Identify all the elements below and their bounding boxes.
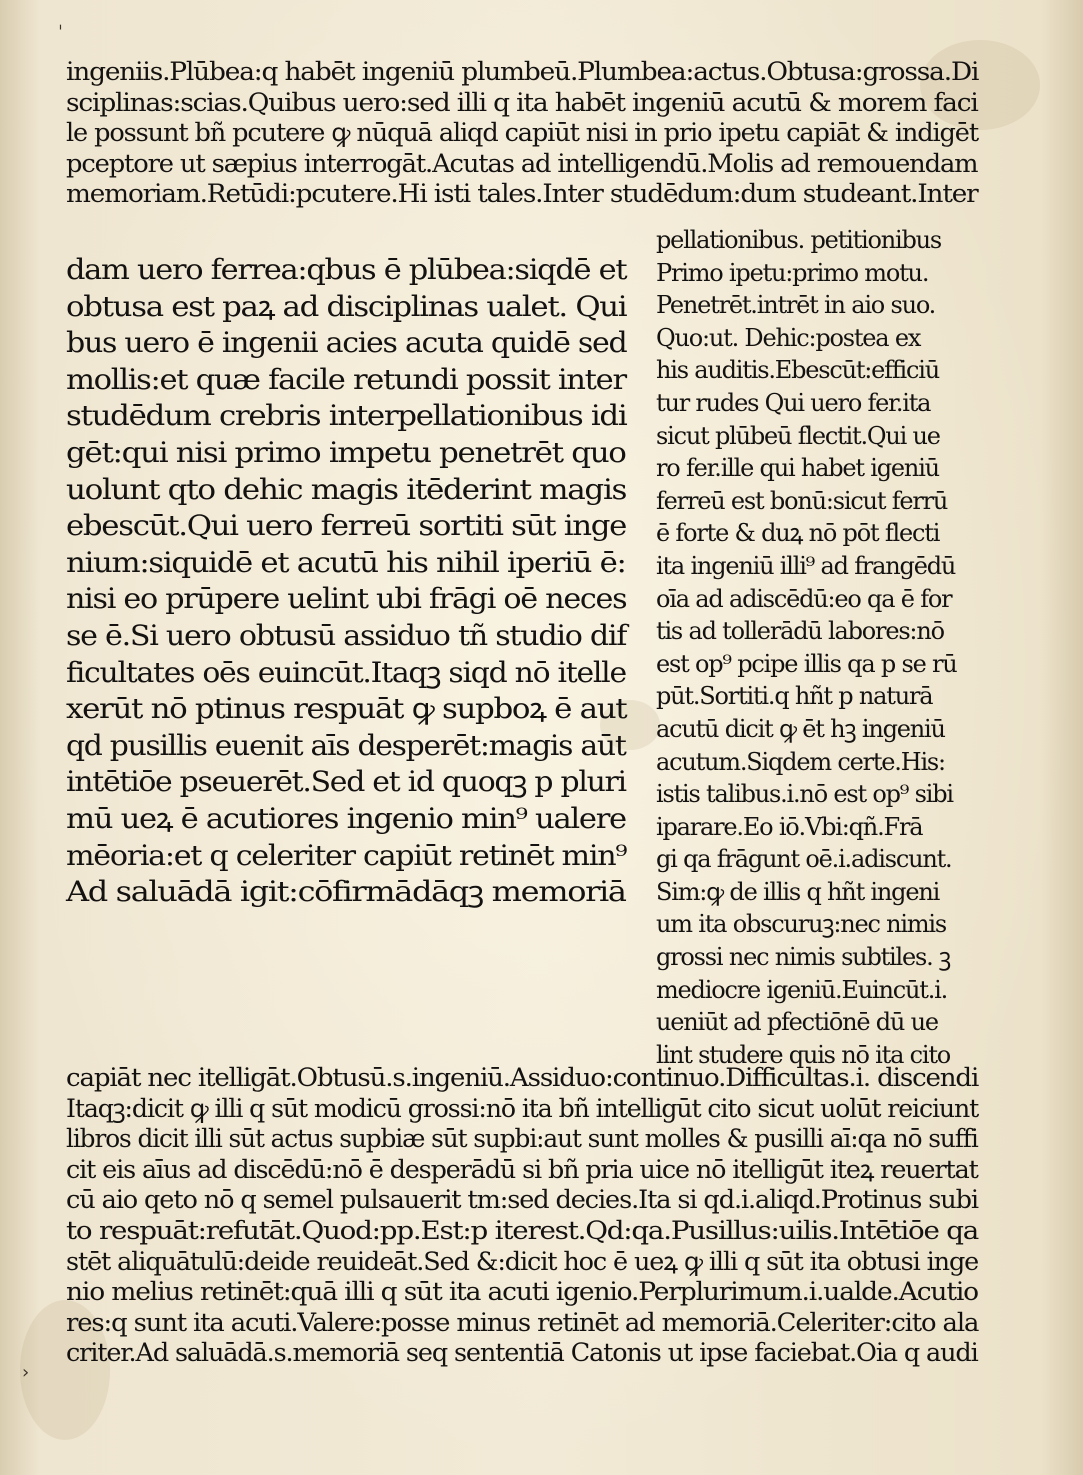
- side-gloss-line: pūt.Sortiti.q hñt p naturā: [656, 682, 933, 711]
- top-gloss-block: [66, 57, 981, 210]
- main-text-line: ficultates oēs euincūt.Itaqꝫ siqd nō itelle: [66, 655, 626, 689]
- side-gloss-line: ē forte & duꝝ nō pōt flecti: [656, 519, 940, 548]
- main-text-line: qd pusillis euenit aīs desperēt:magis aūt: [66, 728, 626, 762]
- side-gloss-line: ueniūt ad pfectiōnē dū ue: [656, 1008, 938, 1037]
- side-gloss-line: his auditis.Ebescūt:efficiū: [656, 356, 939, 385]
- gloss-line: sciplinas:scias.Quibus uero:sed illi q ita habēt ingeniū acutū & morem faci: [66, 87, 978, 117]
- main-text-line: mēoria:et q celeriter capiūt retinēt min⁹: [66, 838, 627, 872]
- main-text-line: Ad saluādā igit:cōfirmādāqꝫ memoriā: [66, 875, 626, 909]
- side-gloss-line: mediocre igeniū.Euincūt.i.: [656, 975, 948, 1004]
- side-gloss-line: oīa ad adiscēdū:eo qa ē for: [656, 584, 952, 613]
- gloss-line: libros dicit illi sūt actus supbiæ sūt supbi:aut sunt molles & pusilli aī:qa nō suffi: [66, 1124, 978, 1154]
- main-text-line: nium:siquidē et acutū his nihil iperiū ē:: [66, 545, 626, 579]
- side-gloss-line: tur rudes Qui uero fer.ita: [656, 388, 931, 417]
- main-text-line: mollis:et quæ facile retundi possit inter: [66, 362, 626, 396]
- margin-mark: ˈ: [58, 22, 63, 43]
- side-gloss-line: tis ad tollerādū labores:nō: [656, 617, 944, 646]
- main-text-line: bus uero ē ingenii acies acuta quidē sed: [66, 326, 627, 360]
- gloss-line: to respuāt:refutāt.Quod:pp.Est:p iterest.Qd:qa.Pusillus:uilis.Intētiōe qa: [66, 1215, 979, 1245]
- main-text-line: uolunt qto dehic magis itēderint magis: [66, 472, 627, 506]
- main-text-line: gēt:qui nisi primo impetu penetrēt quo: [66, 435, 626, 469]
- gloss-line: stēt aliquātulū:deide reuideāt.Sed &:dicit hoc ē ueꝝ ꝙ illi q sūt ita obtusi inge: [66, 1246, 979, 1276]
- gloss-line: nio melius retinēt:quā illi q sūt ita acuti igenio.Perplurimum.i.ualde.Acutio: [66, 1277, 978, 1307]
- gloss-line: ingeniis.Plūbea:q habēt ingeniū plumbeū.Plumbea:actus.Obtusa:grossa.Di: [66, 57, 979, 86]
- side-gloss-line: um ita obscuruꝫ:nec nimis: [656, 910, 947, 939]
- main-text-line: studēdum crebris interpellationibus idi: [66, 399, 627, 433]
- gloss-line: cit eis aīus ad discēdū:nō ē desperādū si bñ pria uice nō itelligūt iteꝝ reuertat: [66, 1154, 978, 1184]
- main-text-line: xerūt nō ptinus respuāt ꝙ supboꝝ ē aut: [66, 692, 627, 726]
- side-gloss-line: lint studere quis nō ita cito: [656, 1040, 951, 1069]
- side-gloss-line: Sim:ꝙ de illis q hñt ingeni: [656, 877, 940, 906]
- bottom-gloss-block: [66, 1063, 981, 1369]
- gloss-line: res:q sunt ita acuti.Valere:posse minus retinēt ad memoriā.Celeriter:cito ala: [66, 1307, 979, 1337]
- side-gloss-line: pellationibus. petitionibus: [656, 226, 942, 254]
- main-text-line: mū ueꝝ ē acutiores ingenio min⁹ ualere: [66, 801, 626, 835]
- side-gloss-line: grossi nec nimis subtiles. ꝫ: [656, 943, 951, 972]
- side-gloss-line: ro fer.ille qui habet igeniū: [656, 454, 939, 483]
- side-gloss-line: ita ingeniū illi⁹ ad frangēdū: [656, 551, 956, 580]
- gloss-line: criter.Ad saluādā.s.memoriā seq sententiā Catonis ut ipse faciebat.Oia q audi: [66, 1338, 978, 1368]
- gloss-line: capiāt nec itelligāt.Obtusū.s.ingeniū.Assiduo:continuo.Difficultas.i. discendi: [66, 1063, 979, 1092]
- side-gloss-line: acutum.Siqdem certe.His:: [656, 747, 945, 776]
- side-gloss-line: ferreū est bonū:sicut ferrū: [656, 486, 948, 515]
- side-gloss-line: acutū dicit ꝙ ēt hꝫ ingeniū: [656, 714, 945, 743]
- side-gloss-line: Quo:ut. Dehic:postea ex: [656, 323, 921, 352]
- side-gloss-line: est op⁹ pcipe illis qa p se rū: [656, 649, 957, 678]
- main-text-line: intētiōe pseuerēt.Sed et id quoqꝫ p pluri: [66, 765, 626, 799]
- main-text-line: dam uero ferrea:qbus ē plūbea:siqdē et: [66, 253, 627, 286]
- margin-mark: ›: [22, 1362, 30, 1383]
- main-text-block: [66, 252, 632, 911]
- main-text-line: se ē.Si uero obtusū assiduo tñ studio dif: [66, 618, 627, 652]
- gloss-line: memoriam.Retūdi:pcutere.Hi isti tales.Inter studēdum:dum studeant.Inter: [66, 179, 978, 209]
- side-gloss-line: Primo ipetu:primo motu.: [656, 258, 929, 287]
- side-gloss-block: [656, 224, 986, 1071]
- side-gloss-line: gi qa frāgunt oē.i.adiscunt.: [656, 845, 952, 874]
- side-gloss-line: Penetrēt.intrēt in aio suo.: [656, 291, 936, 320]
- side-gloss-line: iparare.Eo iō.Vbi:qñ.Frā: [656, 812, 923, 841]
- main-text-line: ebescūt.Qui uero ferreū sortiti sūt inge: [66, 509, 627, 543]
- gloss-line: le possunt bñ pcutere ꝙ nūquā aliqd capiūt nisi in prio ipetu capiāt & indigēt: [66, 118, 978, 148]
- gloss-line: cū aio qeto nō q semel pulsauerit tm:sed decies.Ita si qd.i.aliqd.Protinus subi: [66, 1185, 978, 1215]
- gloss-line: Itaqꝫ:dicit ꝙ illi q sūt modicū grossi:nō ita bñ intelligūt cito sicut uolūt reiciunt: [66, 1093, 979, 1123]
- main-text-line: nisi eo prūpere uelint ubi frāgi oē neces: [66, 582, 627, 616]
- main-text-line: obtusa est paꝝ ad disciplinas ualet. Qui: [66, 289, 627, 323]
- side-gloss-line: sicut plūbeū flectit.Qui ue: [656, 421, 940, 450]
- side-gloss-line: istis talibus.i.nō est op⁹ sibi: [656, 780, 953, 809]
- gloss-line: pceptore ut sæpius interrogāt.Acutas ad intelligendū.Molis ad remouendam: [66, 148, 978, 178]
